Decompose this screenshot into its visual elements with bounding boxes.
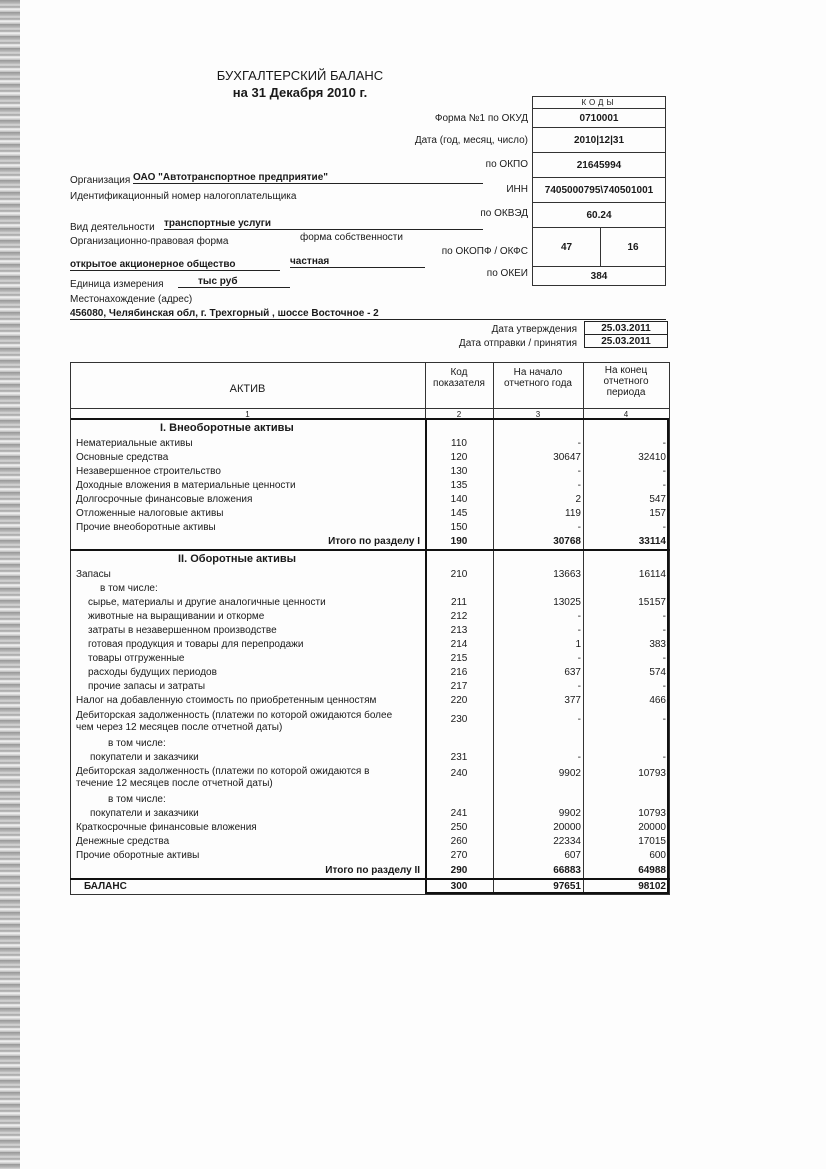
table-row: Прочие внеоборотные активы 150 - -: [76, 522, 666, 533]
okei-label: по ОКЕИ: [486, 268, 528, 279]
table-row: Краткосрочные финансовые вложения 250 20000 20000: [76, 822, 666, 833]
table-row: Дебиторская задолженность (платежи по которой ожидаются более: [76, 710, 393, 721]
section-1-total-row: Итого по разделу I 190 30768 33114: [328, 536, 666, 547]
table-row: Долгосрочные финансовые вложения 140 2 547: [76, 494, 666, 505]
table-row: Отложенные налоговые активы 145 119 157: [76, 508, 666, 519]
table-row: товары отгруженные 215 - -: [88, 653, 666, 664]
org-label: Организация: [70, 175, 131, 186]
table-row: 240 9902 10793: [450, 768, 666, 779]
table-row: Дебиторская задолженность (платежи по которой ожидаются в: [76, 766, 370, 777]
activity-label: Вид деятельности: [70, 222, 155, 233]
org-value: ОАО "Автотранспортное предприятие": [133, 172, 483, 184]
inn-value: 7405000795\740501001: [533, 178, 666, 203]
table-row: Налог на добавленную стоимость по приобретенным ценностям 220 377 466: [76, 695, 666, 706]
section-2-title: II. Оборотные активы: [178, 553, 296, 565]
col-num-1: 1: [245, 410, 250, 419]
inn-label: ИНН: [506, 184, 528, 195]
table-row: животные на выращивании и откорме 212 - -: [88, 611, 666, 622]
dates-table: [584, 321, 668, 348]
send-label: Дата отправки / принятия: [458, 338, 577, 349]
ownership-label: форма собственности: [300, 232, 403, 243]
table-row: готовая продукция и товары для перепродажи 214 1 383: [88, 639, 666, 650]
col-end-header: На конец отчетного периода: [603, 365, 649, 398]
table-row: покупатели и заказчики 241 9902 10793: [90, 808, 666, 819]
col-code-header: Код показателя: [433, 367, 485, 389]
table-row: Нематериальные активы 110 - -: [76, 438, 666, 449]
unit-label: Единица измерения: [70, 279, 164, 290]
col-num-3: 3: [535, 410, 541, 419]
balance-table: [70, 362, 670, 894]
okei-value: 384: [533, 267, 666, 286]
scan-edge-artifact: [0, 0, 20, 1169]
document-date-line: на 31 Декабря 2010 г.: [232, 85, 368, 100]
okfs-value: 16: [601, 228, 666, 267]
okopf-value: 47: [533, 228, 601, 267]
table-row: 230 - -: [450, 714, 666, 725]
okved-label: по ОКВЭД: [480, 208, 528, 219]
location-label: Местонахождение (адрес): [70, 294, 193, 305]
table-row: Денежные средства 260 22334 17015: [76, 836, 666, 847]
col-asset-header: АКТИВ: [229, 383, 266, 395]
table-row: в том числе:: [108, 738, 166, 749]
activity-value: транспортные услуги: [164, 218, 483, 230]
okud-label: Форма №1 по ОКУД: [434, 113, 528, 124]
location-value: 456080, Челябинская обл, г. Трехгорный , шоссе Восточное - 2: [70, 308, 666, 320]
document-title: БУХГАЛТЕРСКИЙ БАЛАНС: [216, 68, 384, 83]
date-label: Дата (год, месяц, число): [414, 135, 528, 146]
ownership-value: частная: [290, 256, 425, 268]
table-row: в том числе:: [108, 794, 166, 805]
col-start-header: На начало отчетного года: [504, 367, 572, 389]
table-row: затраты в незавершенном производстве 213 - -: [88, 625, 666, 636]
codes-header: КОДЫ: [533, 97, 666, 109]
balance-total-row: БАЛАНС 300 97651 98102: [84, 881, 666, 892]
col-num-4: 4: [623, 410, 629, 419]
section-1-title: I. Внеоборотные активы: [160, 422, 294, 434]
legal-form-label: Организационно-правовая форма: [70, 236, 229, 247]
legal-form-value: открытое акционерное общество: [70, 259, 280, 271]
date-value: 2010|12|31: [533, 128, 666, 153]
approval-value: 25.03.2011: [585, 322, 668, 335]
send-value: 25.03.2011: [585, 335, 668, 348]
table-row: Доходные вложения в материальные ценности 135 - -: [76, 480, 666, 491]
table-row: Запасы 210 13663 16114: [76, 569, 666, 580]
approval-label: Дата утверждения: [491, 324, 577, 335]
table-row: Незавершенное строительство 130 - -: [76, 466, 666, 477]
codes-table: [532, 96, 666, 286]
inn-id-label: Идентификационный номер налогоплательщика: [70, 191, 297, 202]
table-row: расходы будущих периодов 216 637 574: [88, 667, 666, 678]
okopf-label: по ОКОПФ / ОКФС: [441, 246, 528, 257]
section-2-total-row: Итого по разделу II 290 66883 64988: [325, 865, 666, 876]
table-row: чем через 12 месяцев после отчетной даты): [76, 722, 283, 733]
table-row: прочие запасы и затраты 217 - -: [88, 681, 666, 692]
table-row: покупатели и заказчики 231 - -: [90, 752, 666, 763]
table-row: течение 12 месяцев после отчетной даты): [76, 778, 273, 789]
col-num-2: 2: [456, 410, 462, 419]
table-row: в том числе:: [100, 583, 158, 594]
okpo-label: по ОКПО: [485, 159, 528, 170]
table-row: Основные средства 120 30647 32410: [76, 452, 666, 463]
okud-value: 0710001: [533, 109, 666, 128]
table-row: Прочие оборотные активы 270 607 600: [76, 850, 666, 861]
table-row: сырье, материалы и другие аналогичные ценности 211 13025 15157: [88, 597, 666, 608]
okpo-value: 21645994: [533, 153, 666, 178]
unit-value: тыс руб: [178, 276, 290, 288]
okved-value: 60.24: [533, 203, 666, 228]
